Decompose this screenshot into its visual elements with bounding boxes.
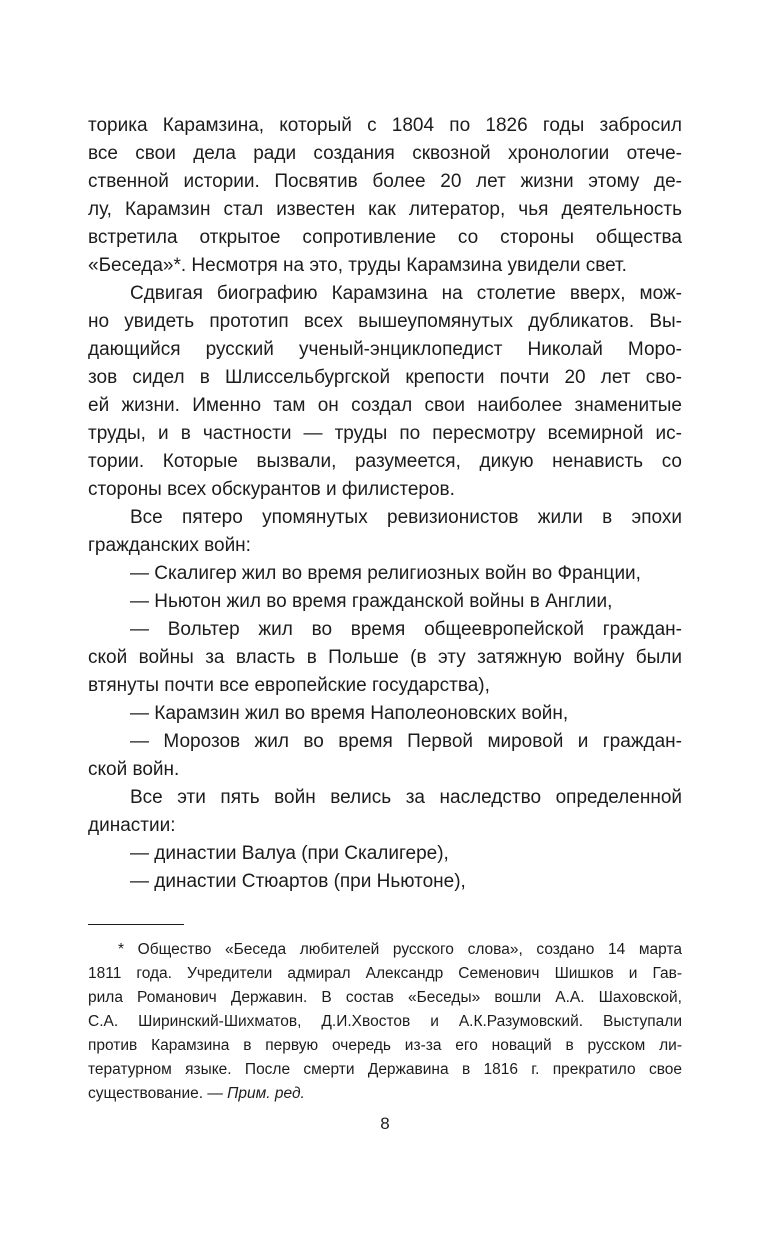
list-item-volter	[88, 616, 682, 700]
text-line: Все пятеро упомянутых ревизионистов жили в эпохи	[130, 507, 682, 528]
text-line: 1811 года. Учредители адмирал Александр Семенович Шишков и Гав-	[88, 965, 682, 982]
footnote-rule	[88, 924, 184, 925]
text-line: — Карамзин жил во время Наполеоновских войн,	[130, 703, 569, 724]
text-line: тории. Которые вызвали, разумеется, дикую ненависть со	[88, 451, 682, 472]
list-item-valua	[88, 840, 682, 868]
text-line: гражданских войн:	[88, 535, 251, 556]
list-item-stuarts	[88, 868, 682, 896]
text-line: против Карамзина в первую очередь из-за его новаций в русском ли-	[88, 1037, 682, 1054]
list-item-skaliger	[88, 560, 682, 588]
page-number: 8	[380, 1114, 390, 1133]
paragraph-1	[88, 112, 682, 280]
text-line: втянуты почти все европейские государства),	[88, 675, 490, 696]
paragraph-3	[88, 504, 682, 560]
text-line: дающийся русский ученый-энциклопедист Николай Моро-	[88, 339, 682, 360]
list-item-morozov	[88, 728, 682, 784]
text-run: существование. —	[88, 1085, 228, 1102]
text-line	[88, 1082, 682, 1106]
paragraph-4	[88, 784, 682, 840]
text-line: «Беседа»*. Несмотря на это, труды Карамзина увидели свет.	[88, 255, 627, 276]
text-line: ственной истории. Посвятив более 20 лет жизни этому де-	[88, 171, 682, 192]
text-line: — Скалигер жил во время религиозных войн во Франции,	[130, 563, 641, 584]
italic-text-run: Прим. ред.	[227, 1085, 305, 1102]
footnote-paragraph	[88, 938, 682, 1106]
text-line: — династии Валуа (при Скалигере),	[130, 843, 449, 864]
text-line: стороны всех обскурантов и филистеров.	[88, 479, 455, 500]
text-line: — династии Стюартов (при Ньютоне),	[130, 871, 466, 892]
text-line: ской войны за власть в Польше (в эту затяжную войну были	[88, 647, 682, 668]
paragraph-2	[88, 280, 682, 504]
text-line: С.А. Ширинский-Шихматов, Д.И.Хвостов и А.К.Разумовский. Выступали	[88, 1013, 682, 1030]
text-line: встретила открытое сопротивление со стороны общества	[88, 227, 682, 248]
text-line: все свои дела ради создания сквозной хронологии отече-	[88, 143, 682, 164]
text-line: — Вольтер жил во время общеевропейской граждан-	[130, 619, 682, 640]
text-line: Сдвигая биографию Карамзина на столетие вверх, мож-	[130, 283, 682, 304]
text-column	[88, 112, 682, 1106]
list-item-karamzin	[88, 700, 682, 728]
text-line: ской войн.	[88, 759, 180, 780]
text-line: зов сидел в Шлиссельбургской крепости почти 20 лет сво-	[88, 367, 682, 388]
text-line: лу, Карамзин стал известен как литератор, чья деятельность	[88, 199, 682, 220]
text-line: ей жизни. Именно там он создал свои наиболее знаменитые	[88, 395, 682, 416]
list-item-newton	[88, 588, 682, 616]
text-line: тературном языке. После смерти Державина в 1816 г. прекратило свое	[88, 1061, 682, 1078]
text-line: * Общество «Беседа любителей русского слова», создано 14 марта	[118, 941, 682, 958]
text-line: торика Карамзина, который с 1804 по 1826 годы забросил	[88, 115, 682, 136]
text-line: — Ньютон жил во время гражданской войны в Англии,	[130, 591, 613, 612]
text-line: династии:	[88, 815, 176, 836]
text-line: труды, и в частности — труды по пересмотру всемирной ис-	[88, 423, 682, 444]
text-line: Все эти пять войн велись за наследство определенной	[130, 787, 682, 808]
text-line: рила Романович Державин. В состав «Беседы» вошли А.А. Шаховской,	[88, 989, 682, 1006]
text-line: — Морозов жил во время Первой мировой и граждан-	[130, 731, 682, 752]
text-line: но увидеть прототип всех вышеупомянутых дубликатов. Вы-	[88, 311, 682, 332]
